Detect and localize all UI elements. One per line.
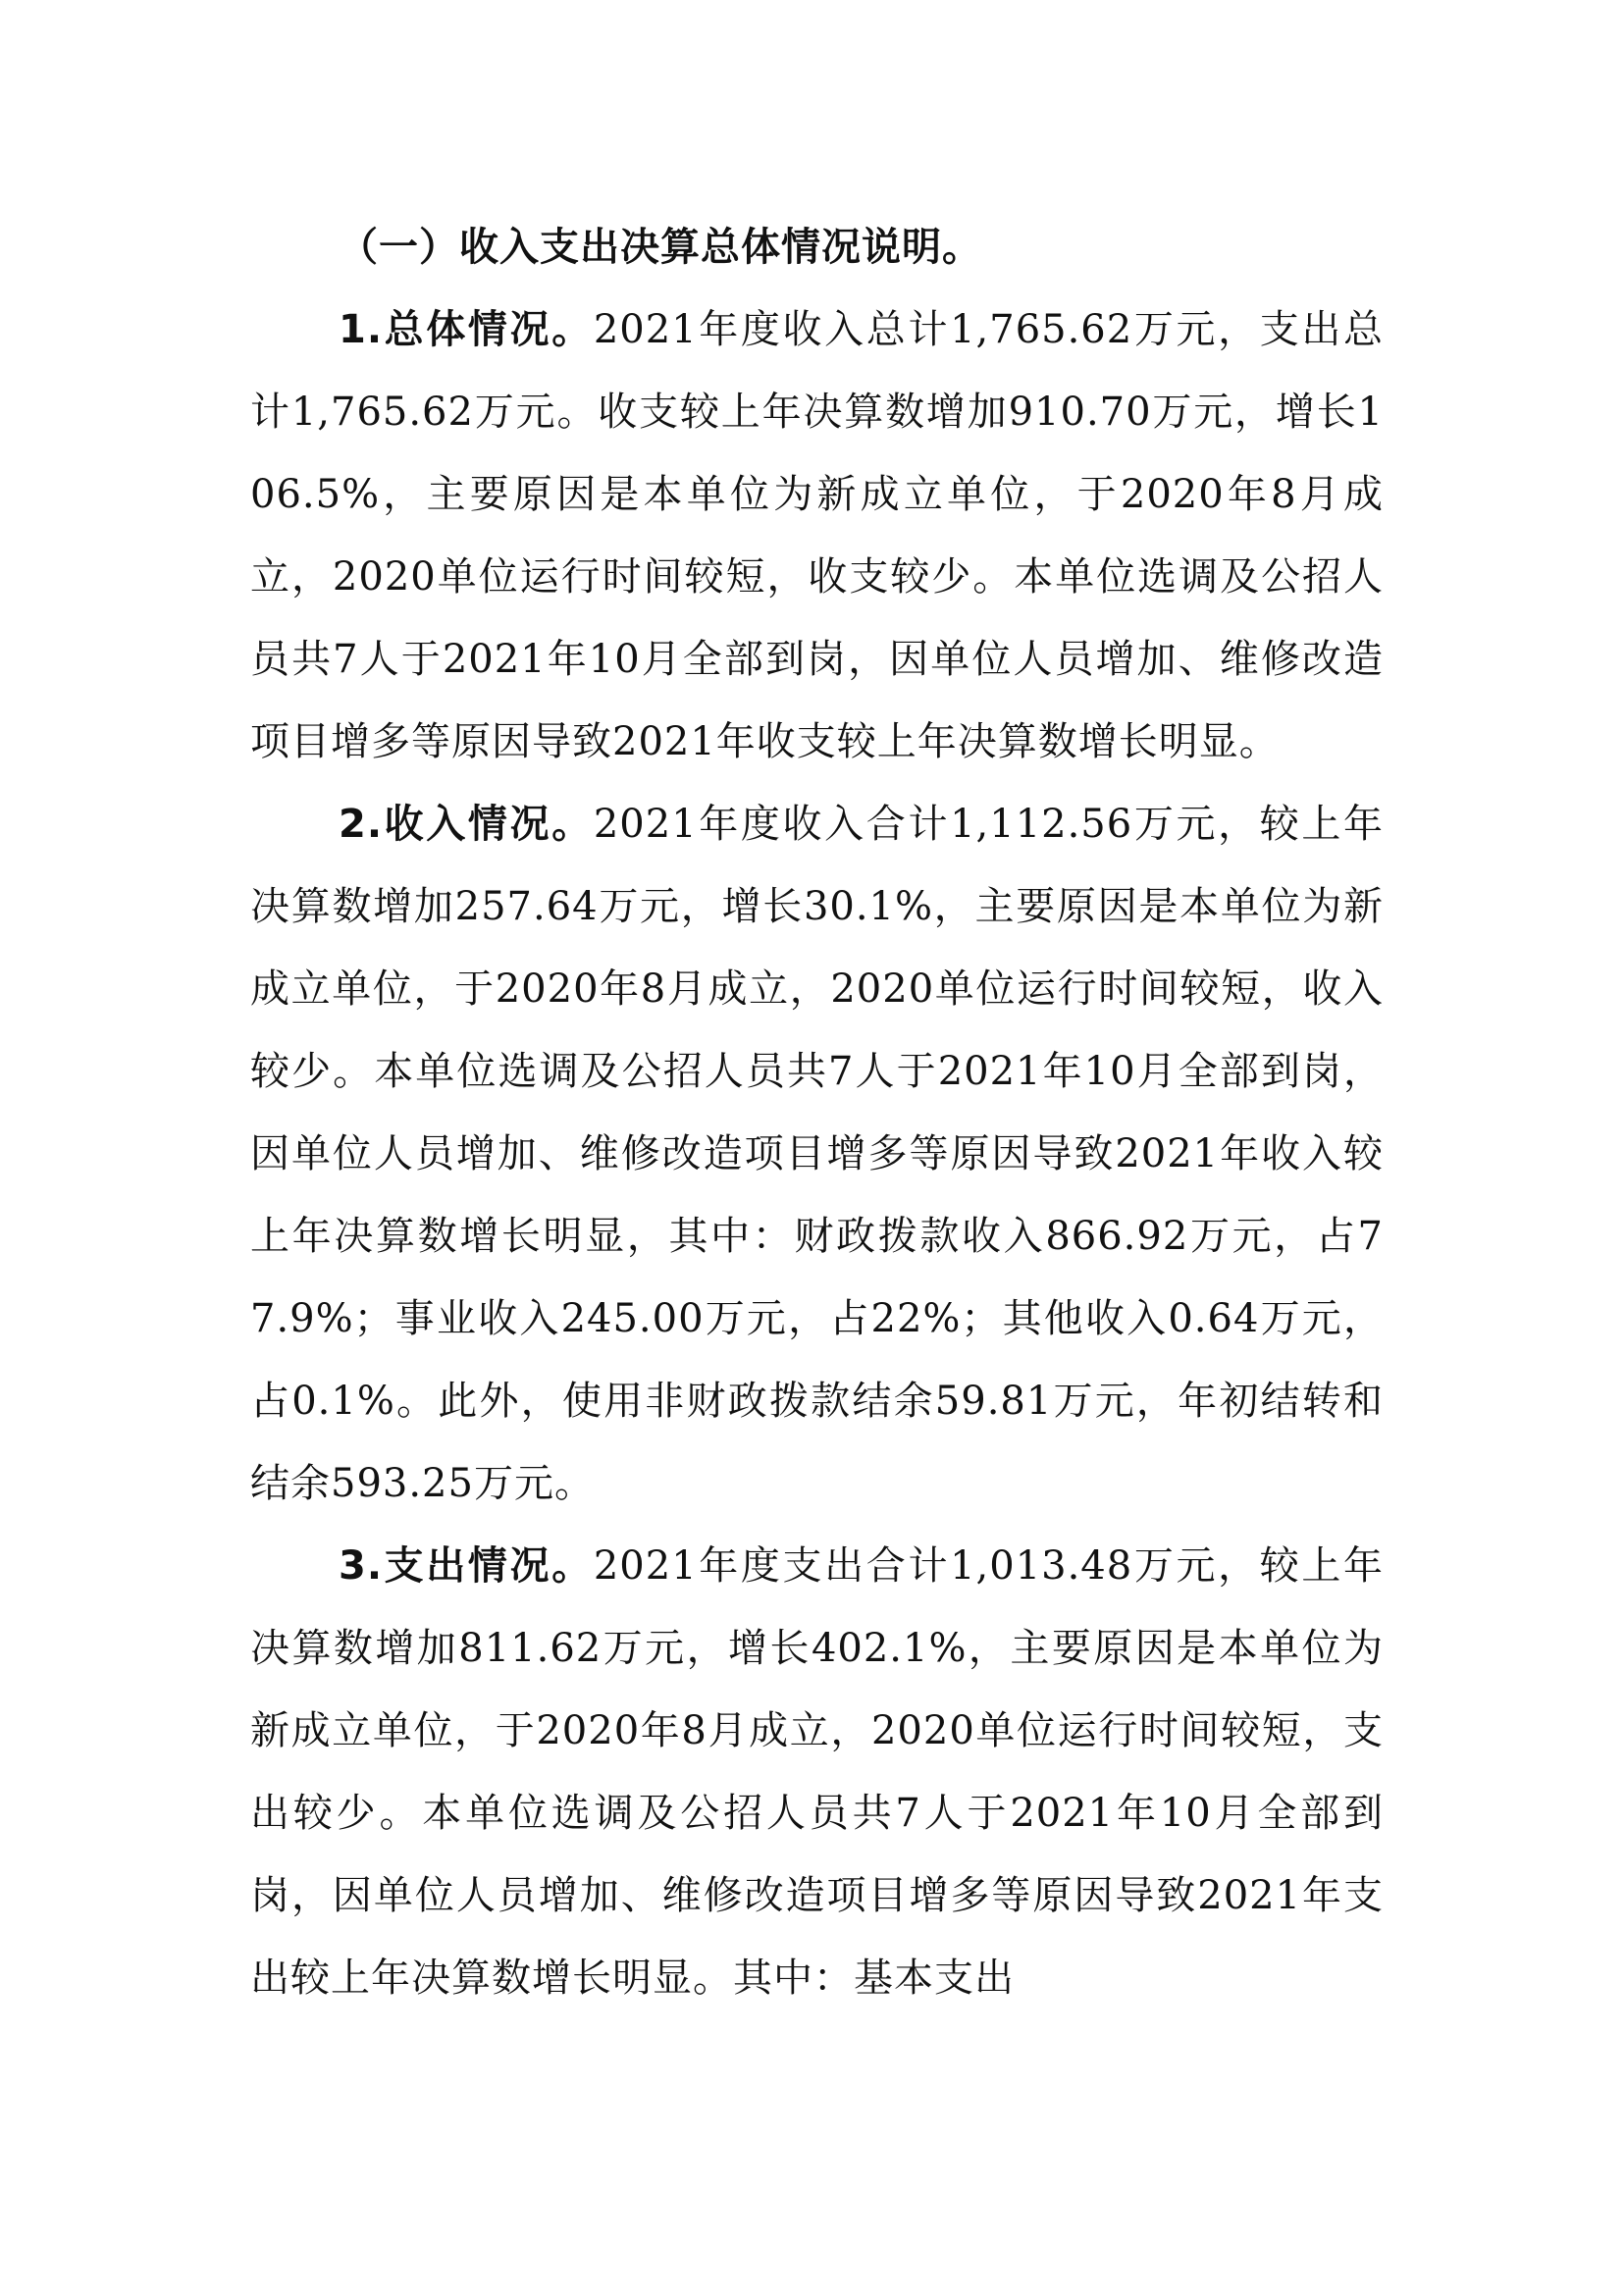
paragraph-overall (250, 288, 1384, 783)
section-heading: （一）收入支出决算总体情况说明。 (339, 225, 982, 270)
paragraph-expenditure-body: 2021年度支出合计1,013.48万元，较上年决算数增加811.62万元，增长402.1%，主要原因是本单位为新成立单位，于2020年8月成立，2020单位运行时间较短，支出较少。本单位选调及公招人员共7人于2021年10月全部到岗，因单位人员增加、维修改造项目增多等原因导致2021年支出较上年决算数增长明显。其中：基本支出 (250, 1543, 1385, 2001)
paragraph-income-lead: 2.收入情况。 (339, 802, 594, 847)
paragraph-income (250, 783, 1384, 1525)
paragraph-income-body: 2021年度收入合计1,112.56万元，较上年决算数增加257.64万元，增长30.1%，主要原因是本单位为新成立单位，于2020年8月成立，2020单位运行时间较短，收入较少。本单位选调及公招人员共7人于2021年10月全部到岗，因单位人员增加、维修改造项目增多等原因导致2021年收入较上年决算数增长明显，其中：财政拨款收入866.92万元，占77.9%；事业收入245.00万元，占22%；其他收入0.64万元，占0.1%。此外，使用非财政拨款结余59.81万元，年初结转和结余593.25万元。 (250, 802, 1385, 1506)
paragraph-expenditure (250, 1525, 1384, 2019)
paragraph-overall-lead: 1.总体情况。 (339, 307, 594, 352)
paragraph-expenditure-lead: 3.支出情况。 (339, 1543, 594, 1589)
paragraph-overall-body: 2021年度收入总计1,765.62万元，支出总计1,765.62万元。收支较上年决算数增加910.70万元，增长106.5%，主要原因是本单位为新成立单位，于2020年8月成立，2020单位运行时间较短，收支较少。本单位选调及公招人员共7人于2021年10月全部到岗，因单位人员增加、维修改造项目增多等原因导致2021年收支较上年决算数增长明显。 (250, 307, 1385, 764)
document-body (250, 206, 1384, 2019)
